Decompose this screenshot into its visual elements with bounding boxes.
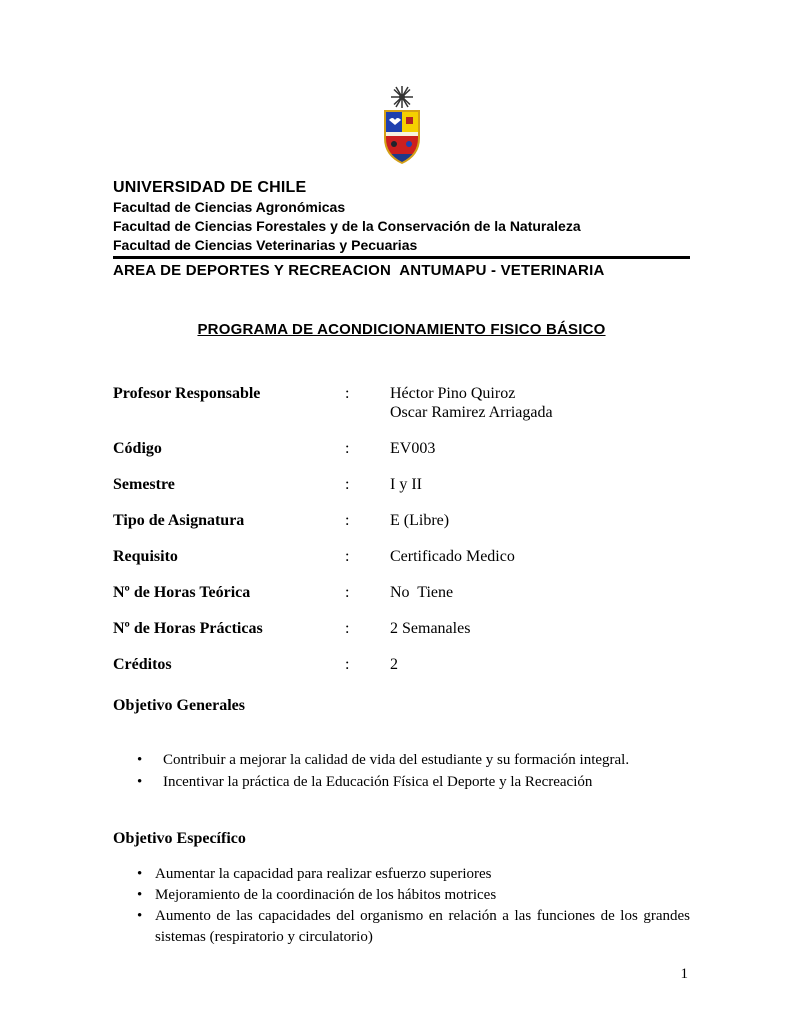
field-value-line: 2 [390,656,398,673]
field-value [390,439,690,458]
field-row-horas-practicas [113,619,690,638]
section-heading: Objetivo Generales [113,697,245,714]
field-separator: : [345,440,350,457]
field-value [390,583,690,602]
section-objetivo-generales [113,696,690,793]
field-value [390,547,690,566]
document-header [113,178,690,281]
field-label: Nº de Horas Prácticas [113,620,263,637]
field-value [390,384,690,422]
bullet-item: • Contribuir a mejorar la calidad de vida del estudiante y su formación integral. [113,749,690,771]
field-label: Nº de Horas Teórica [113,584,251,601]
section-objetivo-especifico [113,829,690,948]
bullet-item: • Aumento de las capacidades del organismo en relación a las funciones de los grandes sistemas (respiratorio y circulatorio) [113,906,690,948]
field-label: Tipo de Asignatura [113,512,245,529]
field-row-requisito [113,547,690,566]
field-row-tipo-asignatura [113,511,690,530]
field-row-semestre [113,475,690,494]
field-value-line: Certificado Medico [390,548,515,565]
field-value-line: Oscar Ramirez Arriagada [390,404,553,421]
field-separator: : [345,476,350,493]
faculty-line: Facultad de Ciencias Agronómicas [113,199,346,215]
field-label: Créditos [113,656,172,673]
bullet-item: • Aumentar la capacidad para realizar esfuerzo superiores [113,864,690,885]
bullet-list [113,864,690,948]
bullet-item: • Mejoramiento de la coordinación de los hábitos motrices [113,885,690,906]
area-title: AREA DE DEPORTES Y RECREACION ANTUMAPU - VETERINARIA [113,262,605,279]
faculty-line: Facultad de Ciencias Forestales y de la Conservación de la Naturaleza [113,218,581,234]
page-number: 1 [680,966,688,982]
course-fields [113,384,690,674]
field-separator: : [345,548,350,565]
field-value-line: Héctor Pino Quiroz [390,385,516,402]
faculty-list [113,198,690,259]
field-row-creditos [113,655,690,674]
field-separator: : [345,584,350,601]
field-value [390,511,690,530]
field-value [390,655,690,674]
field-value-line: E (Libre) [390,512,450,529]
field-separator: : [345,512,350,529]
field-value-line: 2 Semanales [390,620,471,637]
bullet-item: • Incentivar la práctica de la Educación Física el Deporte y la Recreación [113,771,690,793]
field-value [390,475,690,494]
field-separator: : [345,656,350,673]
faculty-line: Facultad de Ciencias Veterinarias y Pecuarias [113,237,418,253]
university-name: UNIVERSIDAD DE CHILE [113,179,307,196]
field-value [390,619,690,638]
field-value-line: I y II [390,476,422,493]
field-row-profesor-responsable [113,384,690,422]
section-heading: Objetivo Específico [113,830,246,847]
field-label: Semestre [113,476,175,493]
field-value-line: No Tiene [390,584,454,601]
field-row-codigo [113,439,690,458]
field-separator: : [345,620,350,637]
field-separator: : [345,385,350,402]
field-value-line: EV003 [390,440,436,457]
logo-container [113,0,690,166]
field-label: Código [113,440,162,457]
document-title: PROGRAMA DE ACONDICIONAMIENTO FISICO BÁSICO [197,321,606,338]
university-crest-icon [376,86,428,166]
bullet-list [113,749,690,793]
field-label: Requisito [113,548,178,565]
field-label: Profesor Responsable [113,385,261,402]
field-row-horas-teorica [113,583,690,602]
